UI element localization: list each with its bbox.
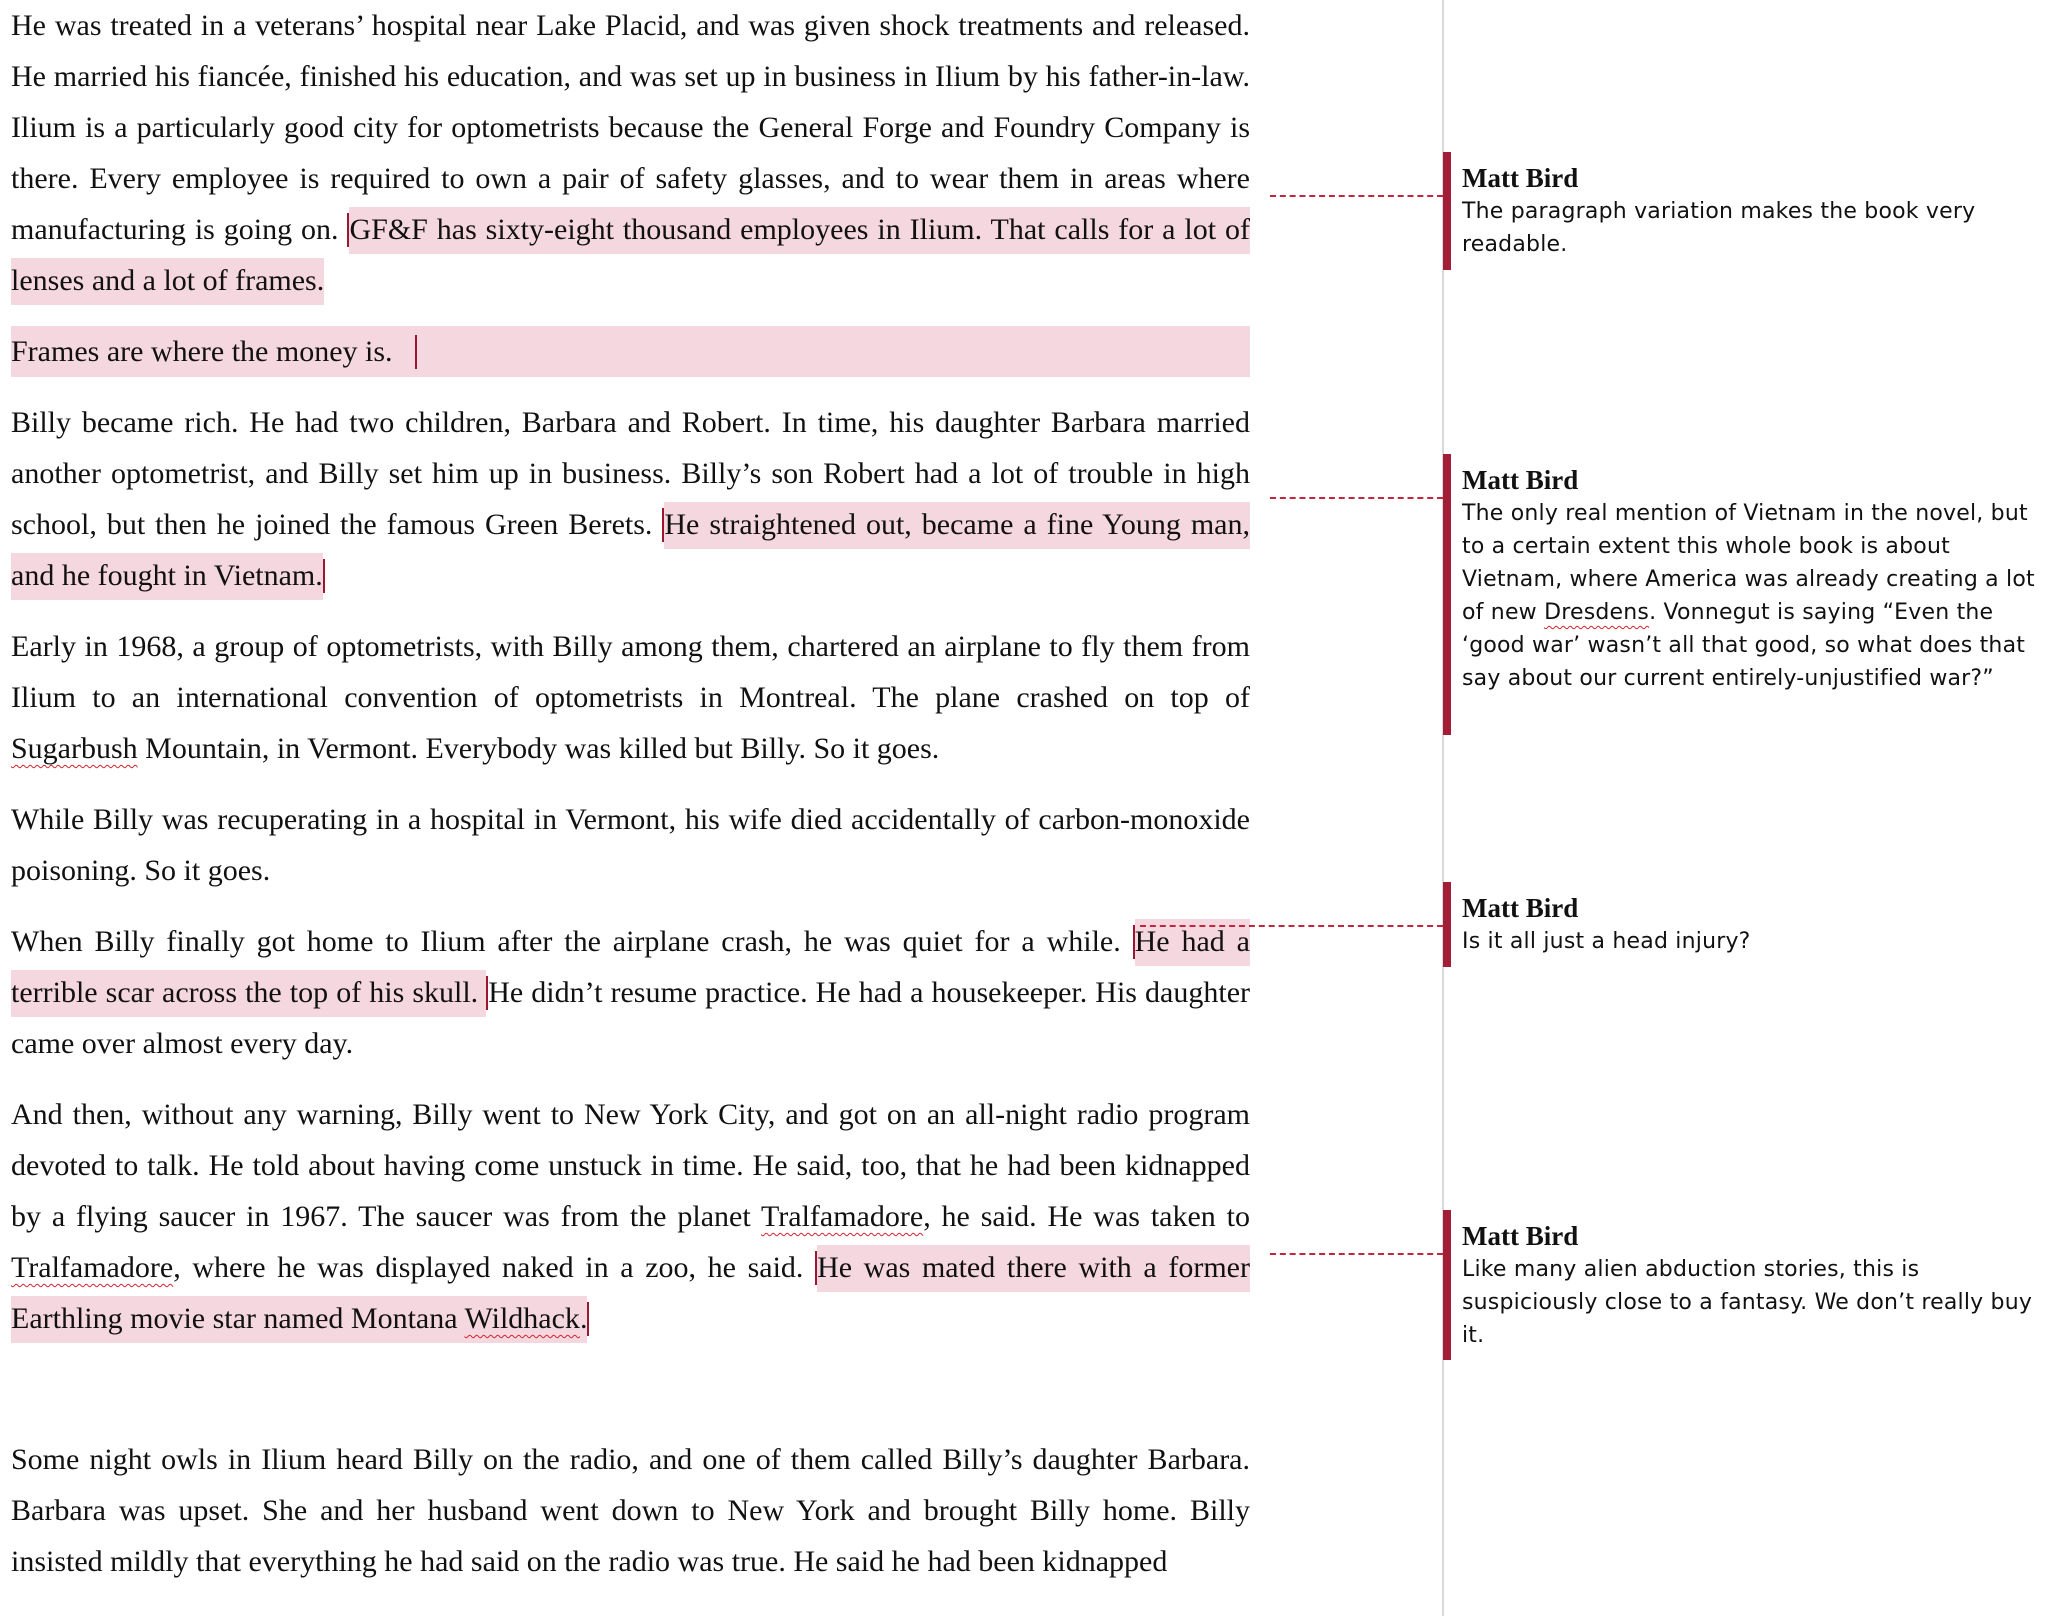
paragraph-8-text: Some night owls in Ilium heard Billy on the radio, and one of them called Billy’s daughter Barbara. Barbara was upset. She and her husband went down to New York and brought Billy home. Billy insisted mildly that everything he had said on the radio was true. He said he had been kidnapped [11,1443,1250,1578]
paragraph-5-text: While Billy was recuperating in a hospital in Vermont, his wife died accidentally of carbon-monoxide poisoning. So it goes. [11,803,1250,887]
paragraph-2[interactable] [11,326,1250,377]
comment-balloon[interactable] [1443,454,2043,735]
paragraph-4[interactable] [11,621,1250,774]
comment-bar [1443,454,1451,735]
comment-bar [1443,152,1451,270]
comment-anchor-end [415,335,417,369]
paragraph-3[interactable] [11,397,1250,601]
comment-balloon[interactable] [1443,152,2043,270]
paragraph-7-mid: , he said. He was taken to [923,1200,1251,1233]
comment-bar [1443,882,1451,967]
comment-anchor-end [587,1302,589,1336]
spelling-error[interactable]: Dresdens [1544,600,1650,625]
comment-text[interactable]: Like many alien abduction stories, this is suspiciously close to a fantasy. We don’t really buy it. [1462,1257,2033,1348]
comment-anchor-end [323,559,325,593]
comment-text-part: The only real mention of Vietnam in the novel, but to a certain extent this whole book is about Vietnam, where America was already creating a lot of new [1462,501,2035,625]
paragraph-6-tail: He didn’t resume practice. He had a housekeeper. His daughter came over almost every day. [11,976,1251,1060]
commented-text-1[interactable]: GF&F has sixty-eight thousand employees in Ilium. That calls for a lot of lenses and a lot of frames. [11,207,1250,305]
spelling-error[interactable]: Tralfamadore [761,1200,924,1233]
comment-balloon[interactable] [1443,882,2043,967]
comment-author: Matt Bird [1462,465,1579,495]
comment-bar [1443,1210,1451,1360]
comment-author: Matt Bird [1462,163,1579,193]
paragraph-1-text: He was treated in a veterans’ hospital near Lake Placid, and was given shock treatments and released. He married his fiancée, finished his education, and was set up in business in Ilium by his father-in-law. Ilium is a particularly good city for optometrists because the General Forge and Foundry Company is there. Every employee is required to own a pair of safety glasses, and to wear them in areas where manufacturing is going on. [11,9,1250,246]
comment-leader-line [1270,497,1443,499]
paragraph-4-text: Early in 1968, a group of optometrists, with Billy among them, chartered an airplane to fly them from Ilium to an international convention of optometrists in Montreal. The plane crashed on top of [11,630,1250,714]
comment-text[interactable]: The paragraph variation makes the book very readable. [1462,199,1976,257]
commented-text-2[interactable]: He straightened out, became a fine Young man, and he fought in Vietnam. [11,502,1250,600]
comment-balloon[interactable] [1443,1210,2043,1360]
paragraph-8[interactable] [11,1434,1250,1587]
paragraph-2-text: Frames are where the money is. [11,335,393,368]
paragraph-3-text: Billy became rich. He had two children, Barbara and Robert. In time, his daughter Barbara married another optometrist, and Billy set him up in business. Billy’s son Robert had a lot of trouble in high school, but then he joined the famous Green Berets. [11,406,1250,541]
paragraph-6-text: When Billy finally got home to Ilium after the airplane crash, he was quiet for a while. [11,925,1133,958]
paragraph-6[interactable] [11,916,1250,1069]
comment-author: Matt Bird [1462,893,1579,923]
paragraph-7-mid2: , where he was displayed naked in a zoo, he said. [173,1251,816,1284]
commented-text-1b[interactable] [11,326,1250,377]
comment-text[interactable]: Is it all just a head injury? [1462,929,1751,954]
spelling-error[interactable]: Wildhack [464,1302,580,1335]
paragraph-5[interactable] [11,794,1250,896]
spelling-error[interactable]: Sugarbush [11,732,138,765]
paragraph-4-tail: Mountain, in Vermont. Everybody was killed but Billy. So it goes. [137,732,940,765]
comment-text[interactable] [1462,497,2043,695]
comment-leader-line [1270,195,1443,197]
comment-text-part: . Vonnegut is saying “Even the ‘good war’ wasn’t all that good, so what does that say about our current entirely-unjustified war?” [1462,600,2026,691]
comment-leader-line [1270,1253,1443,1255]
spelling-error[interactable]: Tralfamadore [11,1251,174,1284]
paragraph-7[interactable] [11,1089,1250,1344]
paragraph-7-text: And then, without any warning, Billy went to New York City, and got on an all-night radio program devoted to talk. He told about having come unstuck in time. He said, too, that he had been kidnapped by a flying saucer in 1967. The saucer was from the planet [11,1098,1250,1233]
paragraph-1[interactable] [11,0,1250,306]
commented-text-3[interactable]: He had a terrible scar across the top of his skull. [11,919,1250,1017]
comment-author: Matt Bird [1462,1221,1579,1251]
document-body[interactable] [11,0,1250,1587]
comment-leader-line [1140,925,1443,927]
commented-text-4b: . [579,1302,588,1335]
commented-text-4a: He was mated there with a former Earthling movie star named Montana [11,1251,1250,1335]
